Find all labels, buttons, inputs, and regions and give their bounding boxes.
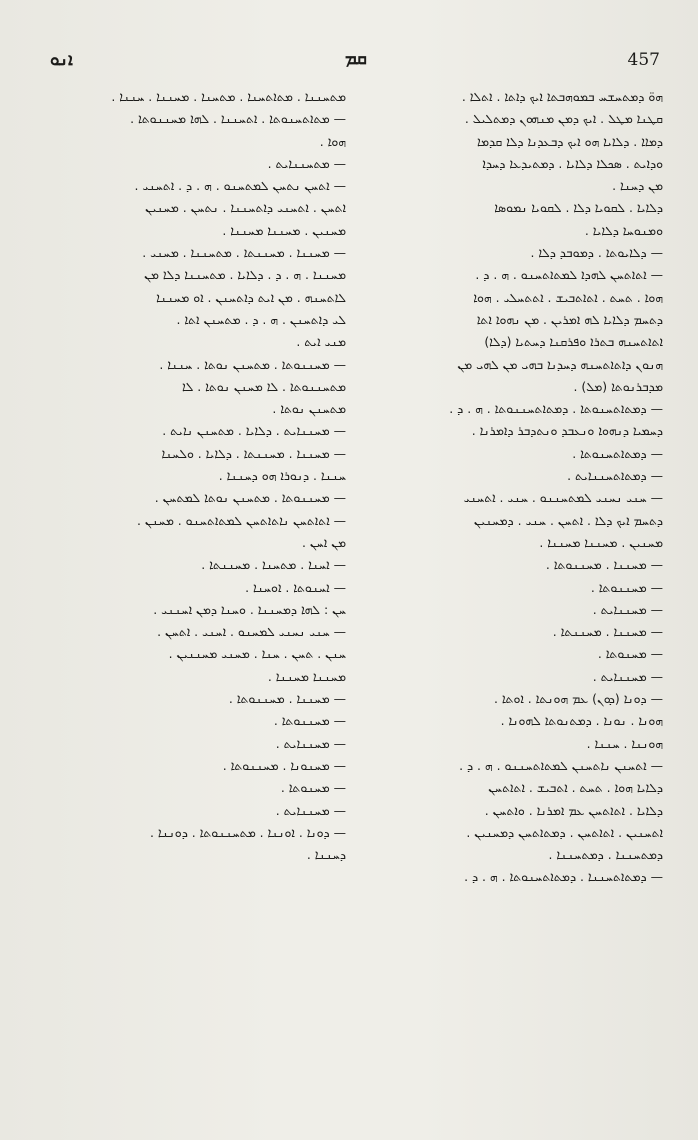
text-line: — ܐܚܢܘܬܐ . ܐܘܚܢܐ . xyxy=(245,579,346,595)
text-line: — ܡܚܢܢܘܬܐ . xyxy=(273,713,346,729)
text-line: — ܕܡܬܐܬܚܢܢܐ . ܕܡܬܐܬܚܢܘܬܐ . ܗ . ܕ . xyxy=(464,869,663,885)
text-line: — ܕܘܢܐ . ܐܘܢܢܐ . ܡܬܚܢܢܘܬܐ . ܕܘܢܢܐ . xyxy=(150,824,346,840)
text-line: ܕܡܐܐ . ܕܠܐܝܐ ܗܘ ܐܝܟ ܕܒܥܕܢܐ ܕܠܐ ܩܕܡܐ xyxy=(476,133,663,149)
text-line: — ܡܚܢܢܘܬܐ . ܡܬܚܢܢ ܢܘܬܐ . ܚܢܢܐ . xyxy=(159,356,346,372)
text-line: ܕܠܐܝܐ . ܐܬܐܬܚܢ ܥܡ ܐܡܪܢܐ . ܘܐܬܚܢ . xyxy=(484,802,663,818)
text-line: ܚܢܢܐ . ܕܢܘܪܐ ܗܘ ܕܚܢܢܐ . xyxy=(218,468,346,484)
text-line: — ܡܚܢܢܐ . ܡܚܢܢܬܐ . xyxy=(552,624,663,640)
text-line: ܡܚܢܢܐ . ܗ . ܕ . ܕܠܐܝܐ . ܡܬܚܢܢܐ ܕܠܐ ܡܢ xyxy=(144,267,346,283)
text-line: — ܡܚܢܘܬܐ . xyxy=(597,646,663,662)
text-line: ܡܚܢܢܐ ܡܚܢܢܐ . xyxy=(267,668,346,684)
text-line: ܚܢܢ . ܬܚܢ . ܚܢܐ . ܡܚܢܝ ܡܚܢܢܝܢ . xyxy=(168,646,346,662)
text-line: ܚܢ : ܠܗܐ ܕܡܚܢܢܐ . ܘܚܢܐ ܕܡܢ ܐܚܢܢܝ . xyxy=(153,601,346,617)
text-line: — ܕܘܢܐ (ܕܘܢ) ܥܡ ܗܘܢܬܐ . ܐܘܬܐ . xyxy=(493,691,663,707)
text-line: — ܡܚܢܢܐ . ܡܚܢܢܬܐ . ܡܬܚܢܢܐ . ܡܚܢܝ . xyxy=(142,245,346,261)
text-line: — ܡܚܢܘܬܐ . xyxy=(280,780,346,796)
text-line: ܗܘ̈ ܕܡܬܚܫܚ ܒܡܘܗܒܬܐ ܐܝܟ ܕܐܬܐ . ܐܬܠܐ . xyxy=(461,89,663,104)
text-line: — ܐܬܚܢܢ ܢܐܬܚܢܢ ܠܡܬܐܬܚܢܢܘ . ܗ . ܕ . xyxy=(459,757,663,773)
text-line: ܡܢ ܕܚܢܐ . xyxy=(612,178,663,194)
page-number-syriac: ܐܢܘ xyxy=(50,50,73,70)
text-line: — ܡܚܢܢܐ . ܡܚܢܢܘܬܐ . xyxy=(228,691,346,707)
text-line: ܡܕܒܪܢܘܬܐ (ܡܠ) . xyxy=(573,378,663,394)
text-line: ܗܘܐ . xyxy=(319,133,346,149)
text-line: ܗܘܐ . ܬܚܬ . ܐܬܐܬܒܝܫ . ܐܬܬܚܠܝ . ܗܘܐ xyxy=(473,289,663,305)
text-line: — ܕܡܬܐܬܚܢܘܬܐ . xyxy=(572,445,663,461)
text-line: — ܡܚܢܢܘܬܐ . ܡܬܚܢܢ ܢܘܬܐ ܠܡܬܚܢ . xyxy=(154,490,346,506)
text-line: — ܡܚܢܘܢܐ . ܡܚܢܢܘܬܐ . xyxy=(222,757,346,773)
text-line: ܕܠܐܝܐ ܗܘܐ . ܬܚܬ . ܐܬܒܝܫ . ܐܬܐܬܚܢ xyxy=(488,780,663,796)
text-line: — ܕܠܐܝܘܬܐ . ܕܡܘܒܕ ܕܠܐ . xyxy=(530,245,663,261)
text-line: — ܡܚܢܢܐܝܬ . ܕܠܐܝܐ . ܡܬܚܢܢ ܢܐܝܬ . xyxy=(162,423,346,439)
text-line: — ܡܚܢܢܐ . ܡܚܢܢܘܬܐ . xyxy=(545,557,663,573)
text-line: ܗܘܢܐ . ܢܘܢܐ . ܕܡܬܢܘܬܐ ܠܗܘܢܐ . xyxy=(500,713,663,729)
text-line: — ܐܬܐܬܚܢ ܠܗܕܐ ܠܡܬܐܬܚܢܘ . ܗ . ܕ . xyxy=(475,267,663,283)
text-line: ܠܐܬܚܢܗ . ܡܢ ܐܝܬ ܕܐܬܚܢܢ . ܐܘ ܡܚܢܢܐ xyxy=(156,289,346,305)
text-line: — ܡܚܢܢܐܝܬ . xyxy=(275,735,346,751)
text-line: ܡܬܚܢܢ ܢܘܬܐ . xyxy=(272,401,346,417)
page-header xyxy=(0,0,698,80)
text-line: ܕܚܢܢܐ . xyxy=(306,847,346,863)
text-line: ܡܬܚܢܢܐ . ܡܬܐܬܚܢܐ . ܡܬܚܢܐ . ܡܚܢܢܐ . ܚܢܢܐ . xyxy=(111,89,346,104)
text-line: — ܚܢܝ ܢܚܢܝ ܠܡܚܢܘ . ܐܚܢܝ . ܐܬܚܢ . xyxy=(157,624,346,640)
text-line: — ܡܚܢܢܐܝܬ . xyxy=(275,802,346,818)
left-column xyxy=(46,86,346,866)
text-line: ܕܡܬܚܢܢܐ . ܕܡܬܚܢܢܐ . xyxy=(548,847,663,863)
text-line: ܠܝ ܕܐܬܚܢܢ . ܗ . ܕ . ܡܬܚܢܢ ܐܬܐ . xyxy=(176,311,346,327)
right-column xyxy=(363,86,663,889)
text-line: ܐܬܐܬܚܢܗ ܒܬܪܐ ܘܦܪܩܢܐ ܕܚܬܝܐ (ܕܠܐ) xyxy=(484,334,663,350)
text-line: ܕܠܐܝܐ . ܠܩܘܝܐ ܕܠܐ . ܠܩܘܝܐ ܢܡܘܣܐ xyxy=(494,200,663,216)
page-number-center: ܩܡ xyxy=(345,48,367,69)
text-line: — ܐܬܐܬܚܢ ܢܐܬܐܬܚܢ ܠܡܬܐܬܚܢܘ . ܡܚܢܢ . xyxy=(137,512,346,528)
text-line: — ܚܢܝ ܢܚܢܝ ܠܡܬܚܢܢܘ . ܚܢܝ . ܐܬܚܢܝ xyxy=(463,490,663,506)
text-line: ܘܡܢܘܚܐ ܕܠܐܝܐ . xyxy=(584,222,663,238)
text-line: ܘܕܐܝܬ . ܣܟܠܐ ܕܠܐܝܐ . ܕܡܬܝܕܥܐ ܕܚܕܐ xyxy=(482,155,663,171)
text-line: — ܡܬܚܢܢܐܝܬ . xyxy=(267,155,346,171)
text-line: — ܐܬܚܢ ܢܬܚܢ ܠܡܬܚܢܘ . ܗ . ܕ . ܐܬܚܢܝ . xyxy=(134,178,346,194)
text-line: ܩܛܢܐ ܡܛܠ . ܐܝܟ ܕܡܢ ܡܢܗܘܢ ܕܡܬܠܝܠ . xyxy=(464,111,663,127)
text-line: ܡܢܝ ܐܝܬ . xyxy=(296,334,346,350)
text-line: — ܡܬܐܬܚܢܘܬܐ . ܐܬܚܢܢܐ . ܠܗܐ ܡܚܢܢܘܬܐ . xyxy=(130,111,346,127)
page-number-latin: 457 xyxy=(627,50,660,70)
text-line: ܕܚܡܝܐ ܕܢܗܘܐ ܘܢܥܒܕ ܘܢܬܕܒܪ ܕܐܡܪܢܐ . xyxy=(471,423,663,439)
text-line: ܗܘܢܢܐ . ܚܢܢܐ . xyxy=(586,735,663,751)
text-line: ܡܚܢܝܢ . ܡܚܢܢܐ ܡܚܢܢܐ . xyxy=(539,534,663,550)
text-line: ܕܬܚܡ ܕܠܐܝܐ ܠܗ ܐܡܪܝܢ . ܡܢ ܢܗܘܐ ܐܬܐ xyxy=(476,311,663,327)
text-line: — ܡܚܢܢܘܬܐ . xyxy=(590,579,663,595)
text-line: — ܡܚܢܢܐ . ܡܚܢܢܬܐ . ܕܠܐܝܐ . ܘܠܚܢܐ xyxy=(161,445,346,461)
text-line: — ܕܡܬܐܬܚܢܘܬܐ . ܕܡܬܐܬܚܢܢܘܬܐ . ܗ . ܕ . xyxy=(449,401,663,417)
text-line: ܡܬܚܢܢܘܬܐ . ܠܐ ܡܚܢܢ ܢܘܬܐ . ܠܐ xyxy=(181,378,346,394)
text-line: ܐܬܚܢ . ܐܬܚܢܝ ܕܐܬܚܢܢܐ . ܢܬܚܢ . ܡܚܢܝܢ xyxy=(145,200,346,216)
text-line: — ܐܚܢܐ . ܡܬܚܢܐ . ܡܚܢܢܬܐ . xyxy=(201,557,346,573)
text-line: ܗܢܘܢ ܕܐܬܐܬܚܢܗ ܕܚܕܢܐ ܒܗܝ ܡܢ ܠܗܝ ܡܢ xyxy=(457,356,663,372)
text-line: ܐܬܚܢܝܢ . ܐܬܐܬܚܢ . ܕܡܬܐܬܚܢ ܕܡܚܢܝܢ . xyxy=(466,824,663,840)
text-line: — ܡܚܢܢܐܝܬ . xyxy=(592,668,663,684)
text-line: — ܡܚܢܢܐܝܬ . xyxy=(592,601,663,617)
text-line: ܕܬܚܡ ܐܝܟ ܕܠܐ . ܐܬܚܢ . ܚܢܝ . ܕܡܚܢܝܢ xyxy=(473,512,663,528)
text-line: ܡܢ ܐܚܢ . xyxy=(302,534,346,550)
text-line: — ܕܡܬܐܬܚܢܢܐܝܬ . xyxy=(567,468,663,484)
text-line: ܡܚܢܝܢ . ܡܚܢܢܐ ܡܚܢܢܐ . xyxy=(222,222,346,238)
